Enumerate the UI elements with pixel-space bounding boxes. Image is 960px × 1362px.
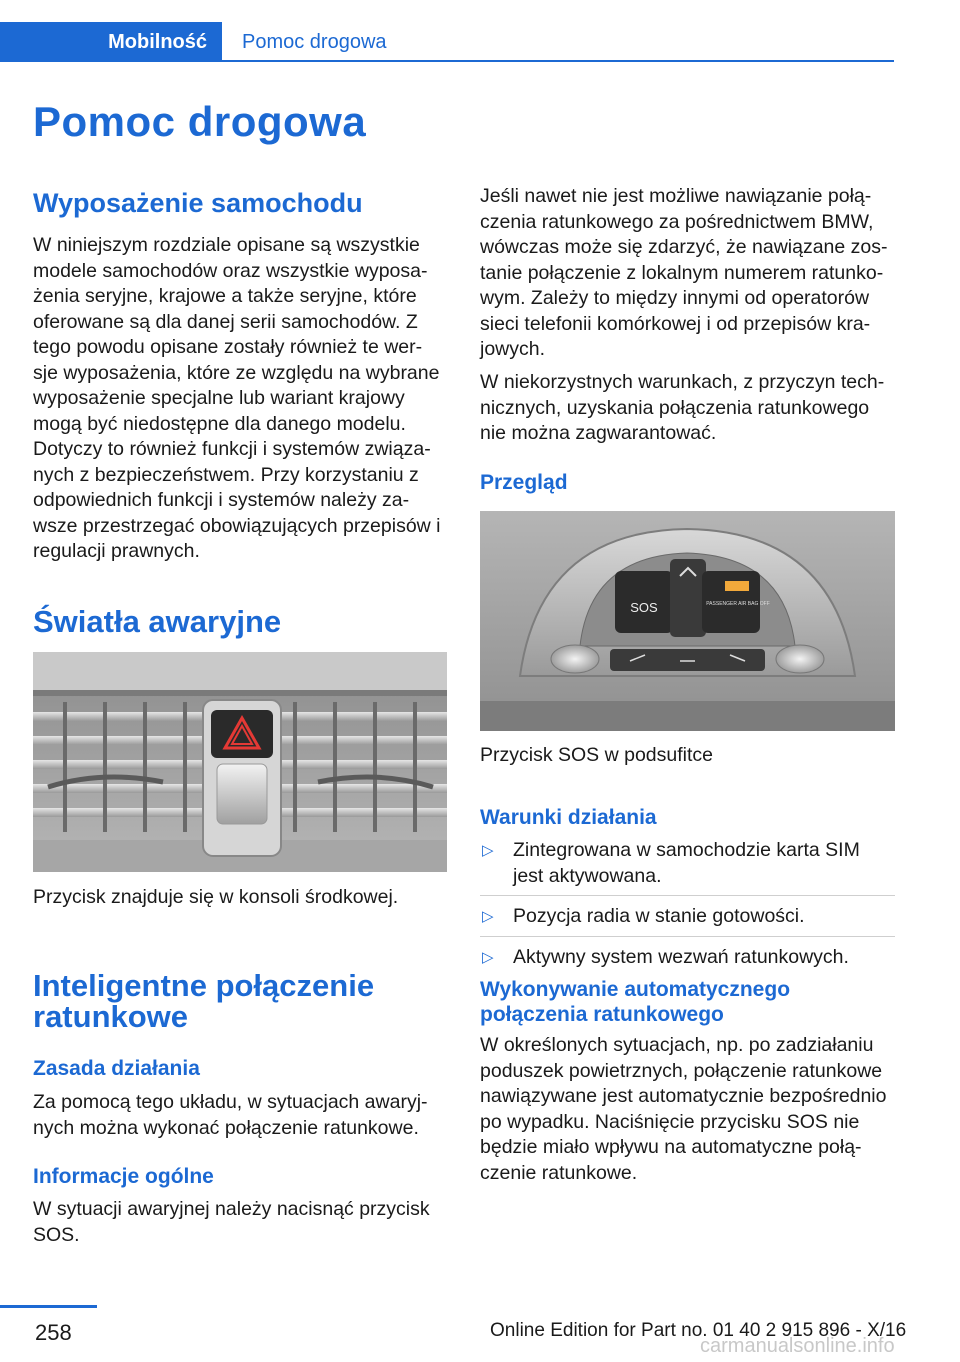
triangle-bullet-icon: ▷	[482, 948, 494, 966]
emergency-heading: Inteligentne połączenie ratunkowe	[33, 968, 375, 1034]
auto-text: W określonych sytuacjach, np. po zadziałaniu poduszek powietrznych, połączenie ratunkowe nawiązywane jest automatycznie bezpośrednio po wypadku. Naciśnięcie przycisku SOS nie będzie miało wpływu na automatyczne połą‐czenie ratunkowe.	[480, 1034, 887, 1184]
sos-console-image	[480, 511, 895, 731]
tab-mobilnosc[interactable]: Mobilność	[0, 22, 222, 62]
edition-text: Online Edition for Part no. 01 40 2 915 896 - X/16	[490, 1320, 907, 1341]
list-item-text: Aktywny system wezwań ratunkowych.	[513, 945, 849, 968]
auto-heading: Wykonywanie automatycznego połączenia ratunkowego	[480, 978, 791, 1026]
conditions-list	[480, 838, 895, 970]
list-item	[480, 945, 895, 971]
hazard-heading: Światła awaryjne	[33, 604, 282, 639]
hazard-button-image	[33, 652, 447, 872]
general-text: W sytuacji awaryjnej należy nacisnąć przycisk SOS.	[33, 1198, 430, 1246]
triangle-bullet-icon: ▷	[482, 842, 494, 859]
list-item	[480, 838, 895, 889]
sos-button-label: SOS	[630, 600, 658, 615]
list-item-text: Zintegrowana w samochodzie karta SIM jest aktywowana.	[513, 839, 860, 887]
hazard-caption: Przycisk znajduje się w konsoli środkowej.	[33, 886, 399, 908]
right-para-1: Jeśli nawet nie jest możliwe nawiązanie połą‐czenia ratunkowego za pośrednictwem BMW, wówczas może się zdarzyć, że nawiązane zos‐tanie połączenie z lokalnym numerem ratunko‐wym. Zależy to między innymi od operatorów sieci telefonii komórkowej i od przepisów kra‐jowych.	[480, 185, 888, 360]
airbag-label: PASSENGER AIR BAG OFF	[706, 601, 770, 607]
list-item	[480, 904, 895, 930]
principle-text: Za pomocą tego układu, w sytuacjach awaryj‐nych można wykonać połączenie ratunkowe.	[33, 1091, 428, 1139]
tab-pomoc-drogowa[interactable]: Pomoc drogowa	[242, 31, 387, 53]
page-number: 258	[35, 1320, 72, 1345]
equipment-heading: Wyposażenie samochodu	[33, 188, 363, 218]
overview-caption: Przycisk SOS w podsufitce	[480, 744, 713, 766]
principle-heading: Zasada działania	[33, 1057, 200, 1080]
header-rule	[222, 60, 894, 62]
hazard-illustration	[33, 652, 447, 872]
page-title: Pomoc drogowa	[33, 98, 367, 145]
general-heading: Informacje ogólne	[33, 1165, 214, 1188]
watermark: carmanualsonline.info	[700, 1335, 895, 1357]
list-divider	[480, 895, 895, 896]
footer-rule	[0, 1305, 97, 1308]
triangle-bullet-icon: ▷	[482, 908, 494, 925]
list-divider	[480, 936, 895, 937]
list-item-text: Pozycja radia w stanie gotowości.	[513, 905, 805, 927]
right-para-2: W niekorzystnych warunkach, z przyczyn tech‐nicznych, uzyskania połączenia ratunkowego nie można zagwarantować.	[480, 371, 885, 444]
overview-heading: Przegląd	[480, 471, 568, 494]
sos-illustration	[480, 511, 895, 731]
conditions-heading: Warunki działania	[480, 806, 657, 829]
equipment-text: W niniejszym rozdziale opisane są wszystkie modele samochodów oraz wszystkie wyposa‐żenia seryjne, krajowe a także seryjne, które oferowane są dla danej serii samochodów. Z tego powodu opisane zostały również te wer‐sje wyposażenia, które ze względu na wybrane wyposażenie specjalne lub wariant krajowy mogą być niedostępne dla danego modelu. Dotyczy to również funkcji i systemów związa‐nych z bezpieczeństwem. Przy korzystaniu z odpowiednich funkcji i systemów należy za‐wsze przestrzegać obowiązujących przepisów i regulacji prawnych.	[33, 234, 441, 562]
